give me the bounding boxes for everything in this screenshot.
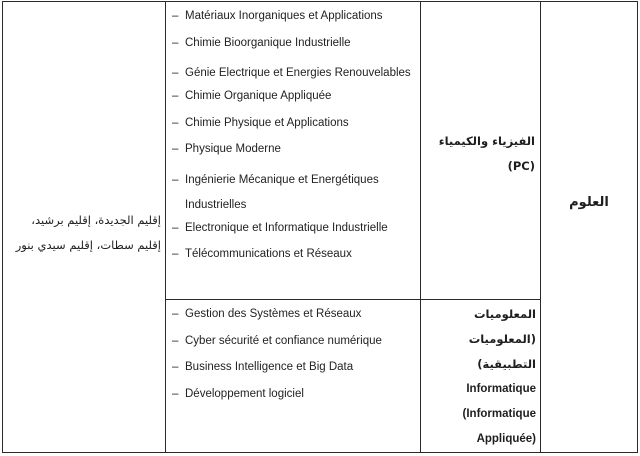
program-item: – Ingénierie Mécanique et Energétiques Industrielles: [172, 168, 416, 218]
program-item: – Chimie Physique et Applications: [172, 115, 416, 132]
border-bottom: [2, 452, 638, 453]
specialty-info-ar: المعلوميات (المعلوميات التطبيقية): [468, 307, 536, 371]
domain-label: العلوم: [569, 195, 609, 210]
program-item: – Physique Moderne: [172, 141, 416, 158]
row-divider: [165, 299, 540, 300]
programs-pc-cell: [172, 8, 416, 273]
program-item: – Cyber sécurité et confiance numérique: [172, 333, 416, 350]
program-item: – Electronique et Informatique Industrielle: [172, 220, 416, 237]
program-item: – Développement logiciel: [172, 386, 416, 403]
programs-info-list: [172, 306, 416, 403]
border-right: [637, 1, 638, 453]
programs-pc-list: [172, 8, 416, 263]
domain-cell: [541, 195, 637, 210]
program-item: – Télécommunications et Réseaux: [172, 246, 416, 263]
region-cell: [6, 208, 161, 258]
programs-info-cell: [172, 306, 416, 412]
border-top: [2, 1, 638, 2]
program-item: – Business Intelligence et Big Data: [172, 359, 416, 376]
program-item: – Génie Electrique et Energies Renouvelables: [172, 61, 416, 86]
region-label: إقليم الجديدة، إقليم برشيد، إقليم سطات، إقليم سيدي بنور: [15, 213, 161, 252]
column-divider-1: [165, 1, 166, 453]
program-item: – Chimie Organique Appliquée: [172, 88, 416, 105]
specialty-info-fr: Informatique (Informatique Appliquée): [462, 383, 536, 445]
specialty-info-cell: [424, 302, 536, 452]
specialty-pc-cell: [425, 129, 535, 179]
column-divider-3: [540, 1, 541, 453]
column-divider-2: [420, 1, 421, 453]
specialty-pc-label: الفيزياء والكيمياء (PC): [438, 134, 535, 173]
program-item: – Gestion des Systèmes et Réseaux: [172, 306, 416, 323]
program-item: – Matériaux Inorganiques et Applications: [172, 8, 416, 25]
program-item: – Chimie Bioorganique Industrielle: [172, 35, 416, 52]
border-left: [2, 1, 3, 453]
